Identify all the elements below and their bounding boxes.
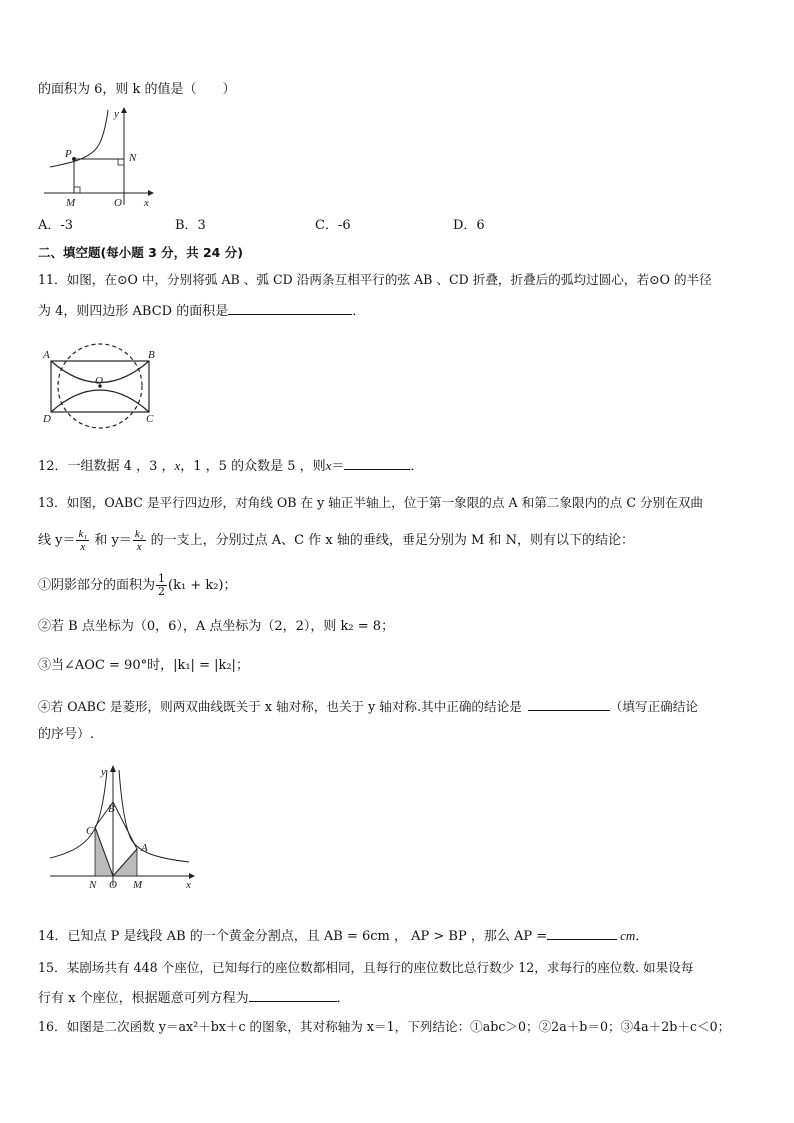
q13-line2-pre: 线 y＝ [38,533,76,548]
q11-label-d: D [43,413,51,425]
q15-line2 [38,987,350,1009]
q10-label-m: M [66,197,76,209]
q10-label-o: O [114,197,122,209]
q13-line1: 13．如图，OABC 是平行四边形，对角线 OB 在 y 轴正半轴上，位于第一象限的点 A 和第二象限内的点 C 分别在双曲 [38,495,703,510]
q13-label-x: x [186,879,191,891]
q12-tail: ． [410,459,424,474]
q14-line [38,925,648,947]
q13-label-o: O [109,879,117,891]
q13-conclusion-2: ②若 B 点坐标为（0，6），A 点坐标为（2，2），则 k₂ = 8； [38,619,395,634]
q11-label-o: O [95,375,103,387]
q14-text: 14．已知点 P 是线段 AB 的一个黄金分割点，且 AB = 6cm ， AP > BP ，那么 AP = [38,929,548,944]
q13-c4-tail: （填写正确结论 [609,699,698,714]
q13-line2 [38,525,634,557]
section-heading: 二、填空题(每小题 3 分，共 24 分) [38,245,243,260]
q15-line1: 15．某剧场共有 448 个座位，已知每行的座位数都相同，且每行的座位数比总行数少 12，求每行的座位数. 如果设每 [38,960,694,975]
q13-line2-mid: 和 y＝ [90,533,132,548]
q14-answer-blank[interactable] [547,925,617,940]
q13-conclusion-4 [38,696,698,717]
q10-option-c: C．-6 [315,218,351,233]
q10-option-d: D．6 [453,218,485,233]
q11-line2-text: 为 4，则四边形 ABCD 的面积是 [38,304,229,319]
q10-stem: 的面积为 6，则 k 的值是（ ） [38,82,236,97]
q11-line2 [38,300,365,322]
q13-label-b: B [108,803,115,815]
q13-c1-post: (k₁ + k₂)； [168,578,237,593]
q13-k1: k₁ [78,528,88,540]
q12-eq: ＝ [331,459,345,474]
q13-conclusion-1 [38,570,237,602]
q13-den1: x [80,541,86,553]
q11-answer-blank[interactable] [228,300,352,315]
q14-unit: cm [620,928,636,943]
q11-line1: 11．如图，在⊙O 中，分别将弧 AB 、弧 CD 沿两条互相平行的弦 AB 、CD 折叠，折叠后的弧均过圆心，若⊙O 的半径 [38,272,712,287]
q13-answer-blank[interactable] [528,696,610,711]
q10-label-p: P [65,148,72,160]
q13-den2: x [136,541,142,553]
q13-conclusion-4-line2: 的序号）. [38,727,95,742]
q13-label-m: M [133,879,143,891]
q13-c1-den: 2 [158,585,166,598]
q11-label-a: A [43,349,50,361]
q13-label-y: y [101,766,106,778]
q12-text: 12．一组数据 4 ，3 ， [38,459,175,474]
q15-line2-text: 行有 x 个座位，根据题意可列方程为 [38,991,249,1006]
q16-line: 16．如图是二次函数 y＝ax²＋bx＋c 的图象，其对称轴为 x＝1，下列结论：①abc＞0；②2a＋b＝0；③4a＋2b＋c＜0； [38,1019,731,1034]
q15-answer-blank[interactable] [249,987,337,1002]
q12-line [38,455,423,477]
q13-c4-text: ④若 OABC 是菱形，则两双曲线既关于 x 轴对称，也关于 y 轴对称.其中正确的结论是 [38,699,522,714]
q10-label-x: x [144,197,149,209]
q10-option-a: A．-3 [38,218,74,233]
q11-figure [40,342,170,432]
q14-tail: ． [635,929,649,944]
q13-conclusion-3: ③当∠AOC = 90°时，|k₁| = |k₂|； [38,658,249,673]
q12-text2: ，1 ，5 的众数是 5 ，则 [180,459,326,474]
q13-figure [45,762,200,894]
q13-c1-pre: ①阴影部分的面积为 [38,578,156,593]
q12-var-x2: x [325,458,332,473]
q11-tail: ． [352,304,366,319]
q10-option-b: B．3 [175,218,206,233]
q12-answer-blank[interactable] [344,455,410,470]
q10-figure [40,105,160,210]
q13-label-c: C [86,825,94,837]
q11-label-c: C [146,413,154,425]
q10-label-y: y [114,108,119,120]
q12-var-x: x [174,458,181,473]
q13-k2: k₂ [134,528,144,540]
q13-line2-post: 的一支上，分别过点 A、C 作 x 轴的垂线，垂足分别为 M 和 N，则有以下的结论： [146,533,634,548]
q10-label-n: N [129,152,137,164]
q13-c1-num: 1 [158,572,166,585]
q13-label-a: A [141,842,148,854]
q15-tail: ． [336,991,350,1006]
q11-label-b: B [148,349,155,361]
q13-label-n: N [89,879,97,891]
